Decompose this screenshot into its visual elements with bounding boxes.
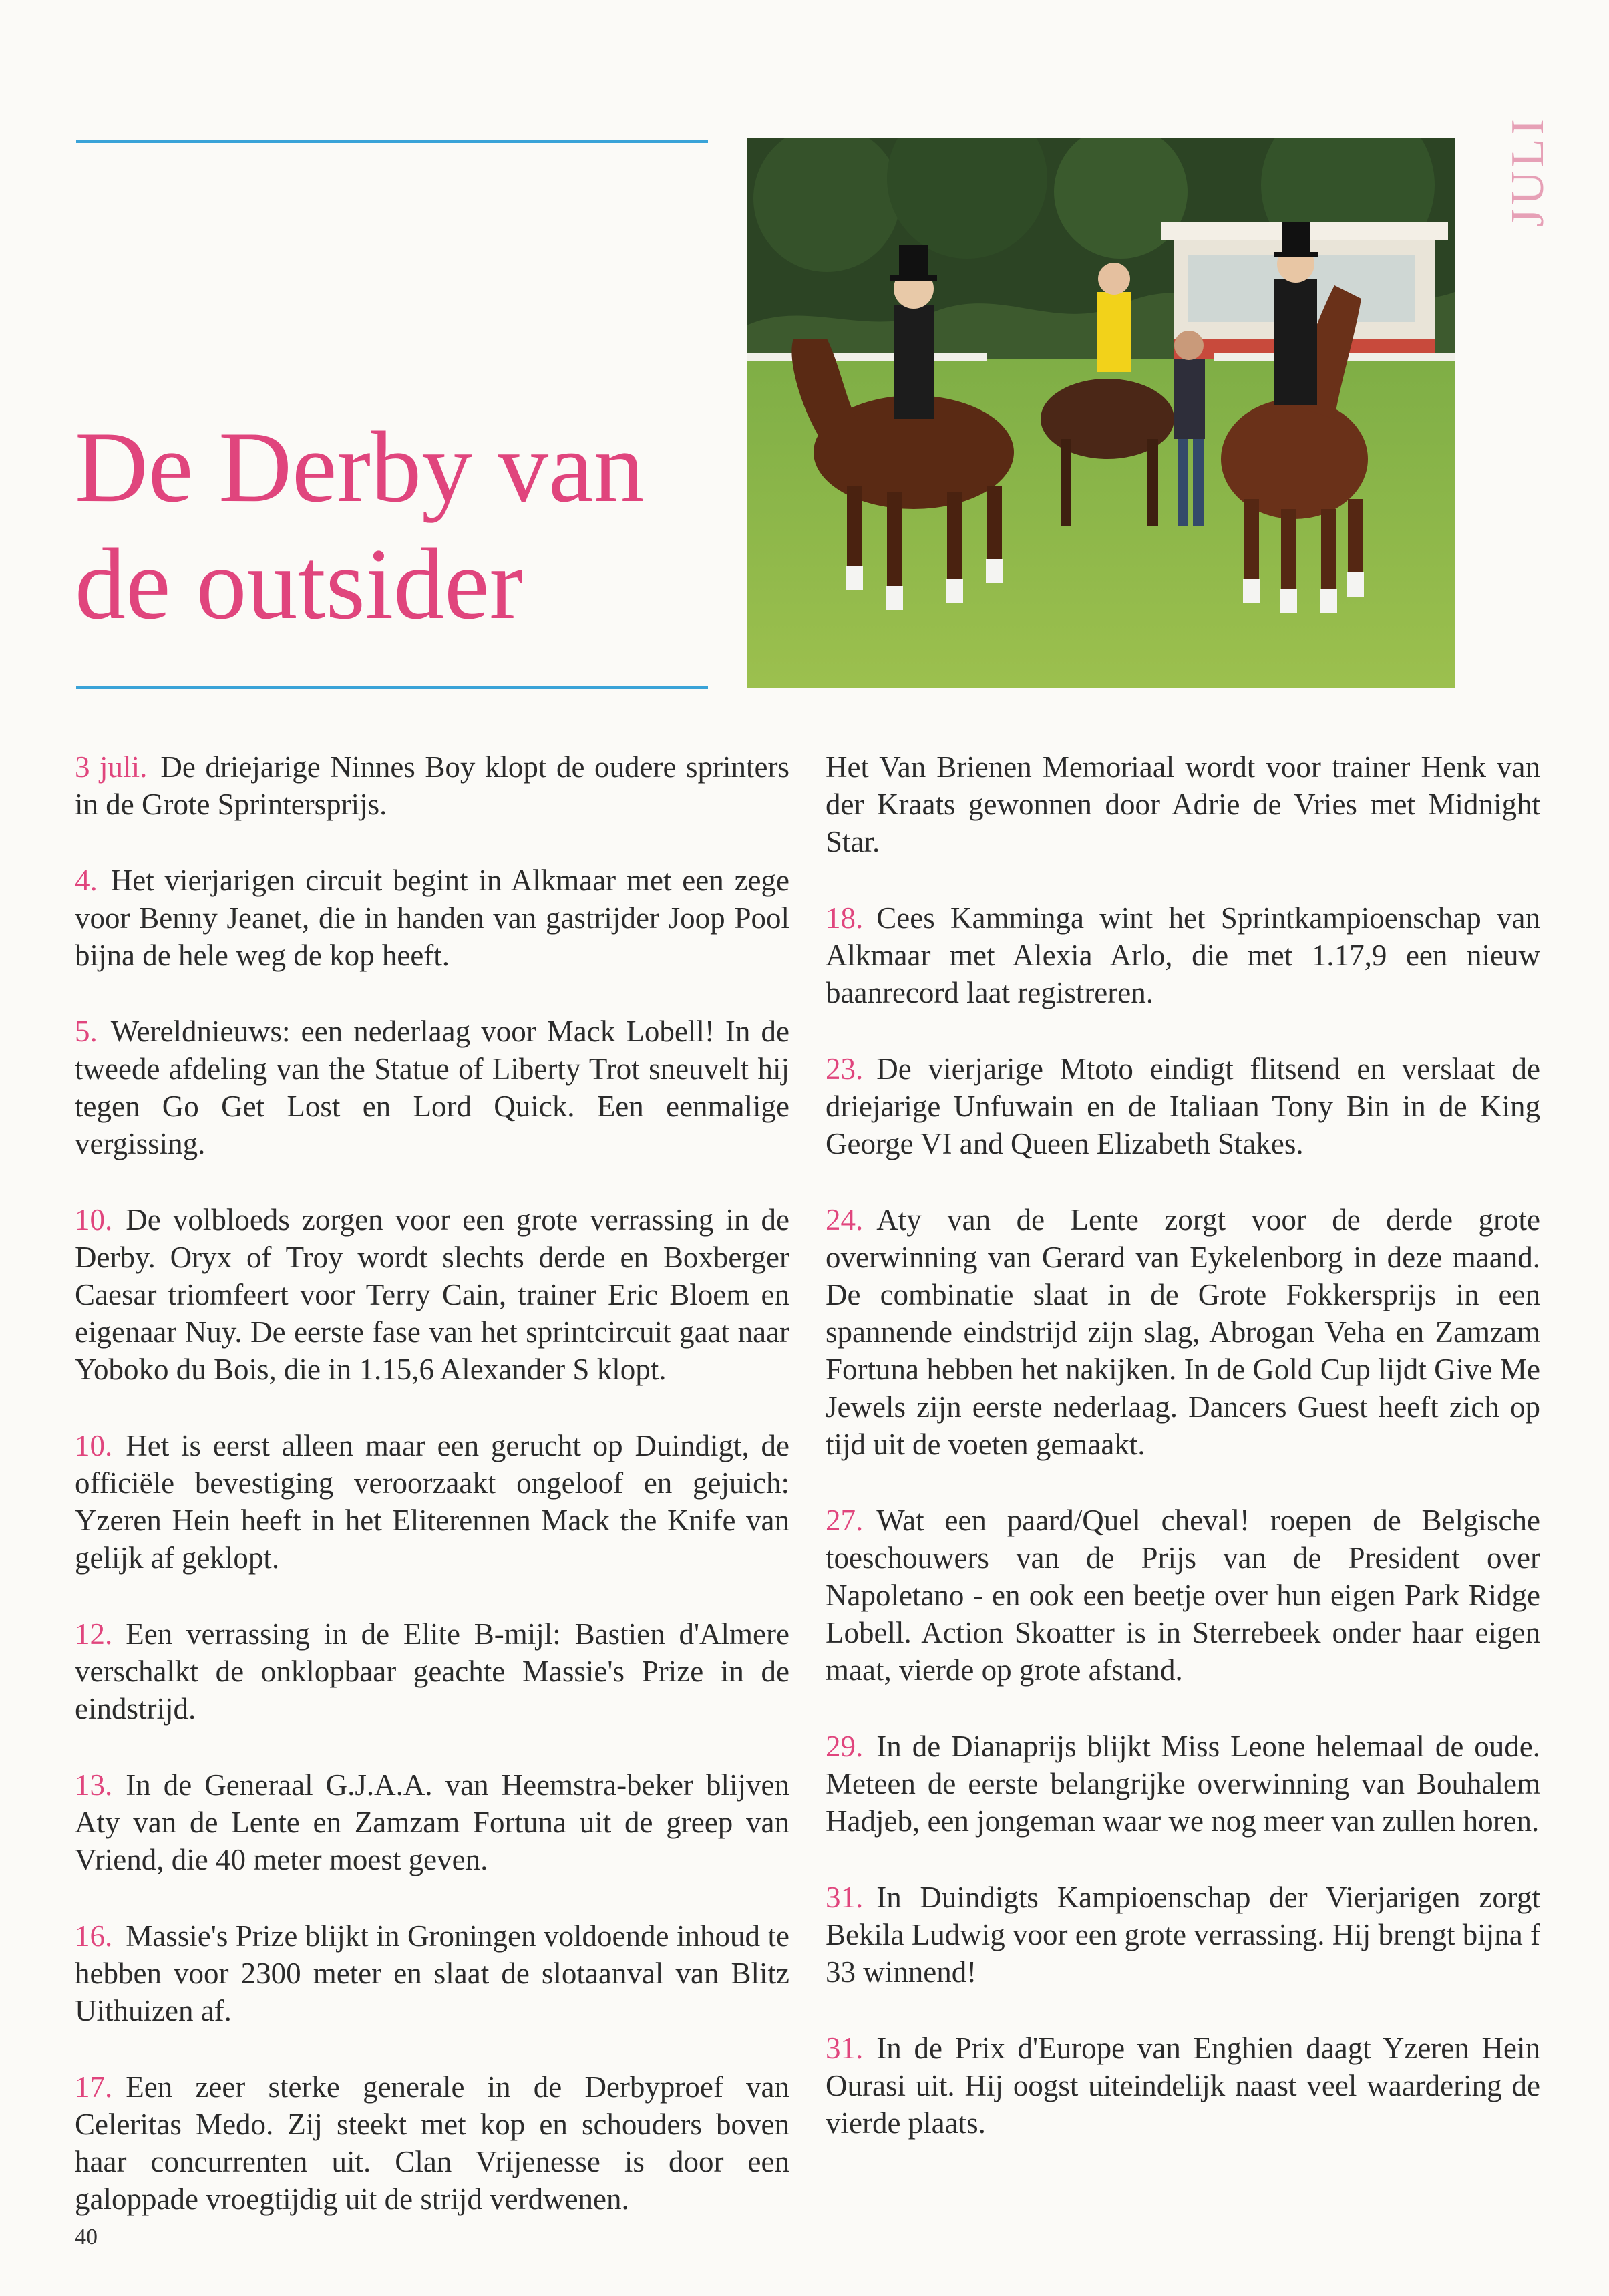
entry — [75, 1615, 789, 1728]
entry-text: De volbloeds zorgen voor een grote verrassing in de Derby. Oryx of Troy wordt slechts derde en Boxberger Caesar triomfeert voor Terry Cain, trainer Eric Bloem en eigenaar Nuy. De eerste fase van het sprintcircuit gaat naar Yoboko du Bois, die in 1.15,6 Alexander S klopt. — [75, 1203, 789, 1386]
top-rule — [76, 140, 708, 143]
entry-text: Massie's Prize blijkt in Groningen voldoende inhoud te hebben voor 2300 meter en slaat de slotaanval van Blitz Uithuizen af. — [75, 1919, 789, 2027]
entry-date: 29. — [826, 1730, 864, 1763]
entry-text: Aty van de Lente zorgt voor de derde grote overwinning van Gerard van Eykelenborg in deze maand. De combinatie slaat in de Grote Fokkersprijs in een spannende eindstrijd zijn slag, Abrogan Veha en Zamzam Fortuna hebben het nakijken. In de Gold Cup lijdt Give Me Jewels zijn eerste nederlaag. Dancers Guest heeft zich op tijd uit de voeten gemaakt. — [826, 1203, 1540, 1461]
entry — [826, 1878, 1540, 1991]
entry — [75, 1201, 789, 1388]
horses-photo — [747, 138, 1455, 688]
title-line-2: de outsider — [75, 528, 524, 640]
photo-illustration — [747, 138, 1455, 688]
entry-text: In de Prix d'Europe van Enghien daagt Yzeren Hein Ourasi uit. Hij oogst uiteindelijk naast veel waardering de vierde plaats. — [826, 2031, 1540, 2140]
page-title — [75, 409, 716, 643]
entry — [826, 748, 1540, 860]
entry-text: Een verrassing in de Elite B-mijl: Bastien d'Almere verschalkt de onklopbaar geachte Massie's Prize in de eindstrijd. — [75, 1617, 789, 1726]
entry — [75, 1427, 789, 1577]
entry-date: 13. — [75, 1768, 113, 1802]
entry-text: De driejarige Ninnes Boy klopt de oudere sprinters in de Grote Sprintersprijs. — [75, 750, 789, 821]
entry — [826, 1050, 1540, 1162]
title-line-1: De Derby van — [75, 411, 645, 523]
entry-date: 10. — [75, 1429, 113, 1462]
entry — [75, 748, 789, 823]
entry — [75, 1013, 789, 1162]
entry-text: De vierjarige Mtoto eindigt flitsend en verslaat de driejarige Unfuwain en de Italiaan Tony Bin in de King George VI and Queen Elizabeth Stakes. — [826, 1052, 1540, 1160]
entry — [75, 1917, 789, 2029]
entry-date: 4. — [75, 864, 98, 897]
entry-date: 23. — [826, 1052, 864, 1086]
entry-date: 5. — [75, 1015, 98, 1048]
entry-date: 16. — [75, 1919, 113, 1953]
entry — [75, 1766, 789, 1878]
entry-date: 18. — [826, 901, 864, 935]
entry-text: In de Dianaprijs blijkt Miss Leone helemaal de oude. Meteen de eerste belangrijke overwinning van Bouhalem Hadjeb, een jongeman waar we nog meer van zullen horen. — [826, 1730, 1540, 1838]
entry-text: Het is eerst alleen maar een gerucht op Duindigt, de officiële bevestiging veroorzaakt ongeloof en gejuich: Yzeren Hein heeft in het Eliterennen Mack the Knife van gelijk af geklopt. — [75, 1429, 789, 1575]
entry-text: Cees Kamminga wint het Sprintkampioenschap van Alkmaar met Alexia Arlo, die met 1.17,9 een nieuw baanrecord laat registreren. — [826, 901, 1540, 1009]
entry-date: 27. — [826, 1504, 864, 1537]
month-tab: JULI — [1502, 115, 1554, 227]
entry-text: Wereldnieuws: een nederlaag voor Mack Lobell! In de tweede afdeling van the Statue of Liberty Trot sneuvelt hij tegen Go Get Lost en Lord Quick. Een eenmalige vergissing. — [75, 1015, 789, 1160]
entry-text: In Duindigts Kampioenschap der Vierjarigen zorgt Bekila Ludwig voor een grote verrassing. Hij brengt bijna f 33 winnend! — [826, 1880, 1540, 1989]
entry-date: 24. — [826, 1203, 864, 1237]
entry — [75, 2068, 789, 2218]
entry-date: 17. — [75, 2070, 113, 2104]
entry — [826, 2029, 1540, 2142]
entry-date: 3 juli. — [75, 750, 148, 784]
bottom-rule — [76, 686, 708, 689]
entry — [826, 1502, 1540, 1689]
right-column — [826, 748, 1540, 2180]
entry-text: Een zeer sterke generale in de Derbyproef van Celeritas Medo. Zij steekt met kop en schouders boven haar concurrenten uit. Clan Vrijenesse is door een galoppade vroegtijdig uit de strijd verdwenen. — [75, 2070, 789, 2216]
entry — [826, 1728, 1540, 1840]
entry-text: Het vierjarigen circuit begint in Alkmaar met een zege voor Benny Jeanet, die in handen van gastrijder Joop Pool bijna de hele weg de kop heeft. — [75, 864, 789, 972]
entry-date: 12. — [75, 1617, 113, 1651]
entry-date: 31. — [826, 1880, 864, 1914]
entry-date: 10. — [75, 1203, 113, 1237]
entry-text: Wat een paard/Quel cheval! roepen de Belgische toeschouwers van de Prijs van de President over Napoletano - en ook een beetje over hun eigen Park Ridge Lobell. Action Skoatter is in Sterrebeek onder haar eigen maat, vierde op grote afstand. — [826, 1504, 1540, 1687]
entry-text: Het Van Brienen Memoriaal wordt voor trainer Henk van der Kraats gewonnen door Adrie de Vries met Midnight Star. — [826, 750, 1540, 858]
entry — [75, 862, 789, 974]
page-number: 40 — [75, 2225, 98, 2249]
entry — [826, 1201, 1540, 1463]
entry-text: In de Generaal G.J.A.A. van Heemstra-beker blijven Aty van de Lente en Zamzam Fortuna uit de greep van Vriend, die 40 meter moest geven. — [75, 1768, 789, 1876]
entry-date: 31. — [826, 2031, 864, 2065]
entry — [826, 899, 1540, 1011]
left-column — [75, 748, 789, 2257]
